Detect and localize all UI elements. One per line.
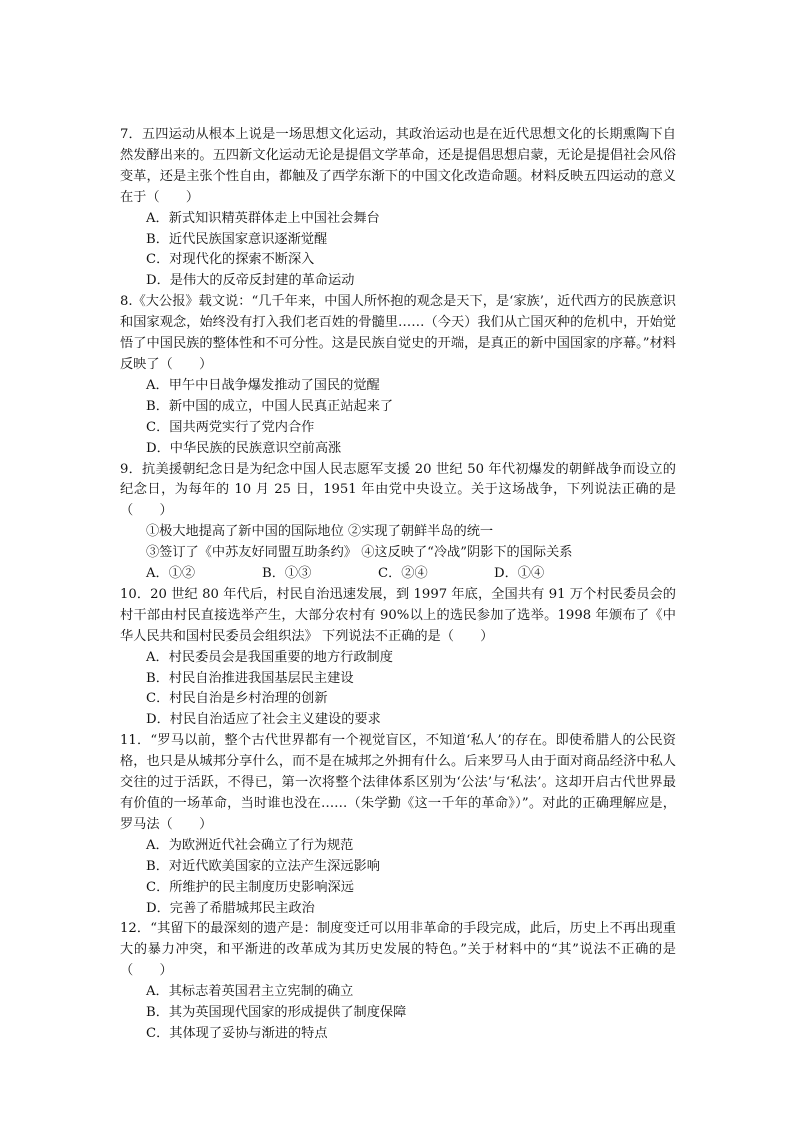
question-12-option-b: B．其为英国现代国家的形成提供了制度保障 [146, 1005, 407, 1021]
question-7 [120, 125, 676, 292]
question-12-stem: 12．“其留下的最深刻的遗产是：制度变迁可以用非革命的手段完成，此后，历史上不再出现重大的暴力冲突，和平渐进的改革成为其历史发展的特色。”关于材料中的“其”说法不正确的是（ ） [120, 921, 676, 979]
question-11-option-b: B．对近代欧美国家的立法产生深远影响 [146, 858, 380, 874]
question-9-choice-c: C．②④ [378, 566, 428, 582]
question-7-option-b: B．近代民族国家意识逐渐觉醒 [146, 231, 328, 247]
question-12 [120, 919, 676, 1044]
question-11-option-a: A．为欧洲近代社会确立了行为规范 [146, 837, 354, 853]
question-10-option-b: B．村民自治推进我国基层民主建设 [146, 670, 354, 686]
question-9-choice-b: B．①③ [262, 566, 312, 582]
question-list [120, 125, 676, 1045]
question-10-option-a: A．村民委员会是我国重要的地方行政制度 [146, 649, 393, 665]
question-9-choice-a: A．①② [146, 566, 196, 582]
question-11 [120, 731, 676, 919]
question-8-option-c: C．国共两党实行了党内合作 [146, 419, 315, 435]
question-11-option-c: C．所维护的民主制度历史影响深远 [146, 879, 354, 895]
question-12-option-a: A．其标志着英国君主立宪制的确立 [146, 984, 354, 1000]
question-8-option-b: B．新中国的成立，中国人民真正站起来了 [146, 398, 394, 414]
question-8 [120, 292, 676, 459]
question-11-stem: 11．“罗马以前，整个古代世界都有一个视觉盲区，不知道‘私人’的存在。即使希腊人的公民资格，也只是从城邦分享什么，而不是在城邦之外拥有什么。后来罗马人由于面对商品经济中私人交往的过于活跃，不得已，第一次将整个法律体系区别为‘公法’与‘私法’。这却开启古代世界最有价值的一场革命，当时谁也没在……（朱学勤《这一千年的革命》）”。对此的正确理解应是，罗马法（ ） [120, 733, 676, 832]
question-9-choices [120, 564, 676, 585]
question-10-option-d: D．村民自治适应了社会主义建设的要求 [146, 712, 381, 728]
question-7-option-c: C．对现代化的探索不断深入 [146, 252, 315, 268]
question-8-stem: 8.《大公报》载文说：“几千年来，中国人所怀抱的观念是天下，是‘家族’，近代西方的民族意识和国家观念，始终没有打入我们老百姓的骨髓里……（今天）我们从亡国灭种的危机中，开始觉悟了中国民族的整体性和不可分性。这是民族自觉史的开端，是真正的新中国国家的序幕。”材料反映了（ ） [120, 294, 676, 372]
question-12-option-c: C．其体现了妥协与渐进的特点 [146, 1025, 328, 1041]
question-7-option-a: A．新式知识精英群体走上中国社会舞台 [146, 210, 380, 226]
question-10-option-c: C．村民自治是乡村治理的创新 [146, 691, 328, 707]
question-8-option-a: A．甲午中日战争爆发推动了国民的觉醒 [146, 377, 380, 393]
question-10 [120, 585, 676, 731]
question-8-option-d: D．中华民族的民族意识空前高涨 [146, 440, 342, 456]
question-7-stem: 7．五四运动从根本上说是一场思想文化运动，其政治运动也是在近代思想文化的长期熏陶下自然发酵出来的。五四新文化运动无论是提倡文学革命，还是提倡思想启蒙，无论是提倡社会风俗变革，还是主张个性自由，都触及了西学东渐下的中国文化改造命题。材料反映五四运动的意义在于（ ） [120, 127, 676, 205]
question-9 [120, 460, 676, 585]
question-11-option-d: D．完善了希腊城邦民主政治 [146, 900, 315, 916]
question-9-stem: 9．抗美援朝纪念日是为纪念中国人民志愿军支援 20 世纪 50 年代初爆发的朝鲜战争而设立的纪念日，为每年的 10 月 25 日，1951 年由党中央设立。关于这场战争，下列说法正确的是（ ） [120, 461, 676, 519]
question-9-statements-1: ①极大地提高了新中国的国际地位 ②实现了朝鲜半岛的统一 [146, 524, 494, 540]
question-9-choice-d: D．①④ [494, 566, 545, 582]
question-10-stem: 10．20 世纪 80 年代后，村民自治迅速发展，到 1997 年底，全国共有 91 万个村民委员会的村干部由村民直接选举产生，大部分农村有 90%以上的选民参加了选举。1998 年颁布了《中华人民共和国村民委员会组织法》 下列说法不正确的是（ ） [120, 586, 676, 644]
question-7-option-d: D．是伟大的反帝反封建的革命运动 [146, 273, 355, 289]
question-9-statements-2: ③签订了《中苏友好同盟互助条约》 ④这反映了“冷战”阴影下的国际关系 [146, 545, 573, 561]
